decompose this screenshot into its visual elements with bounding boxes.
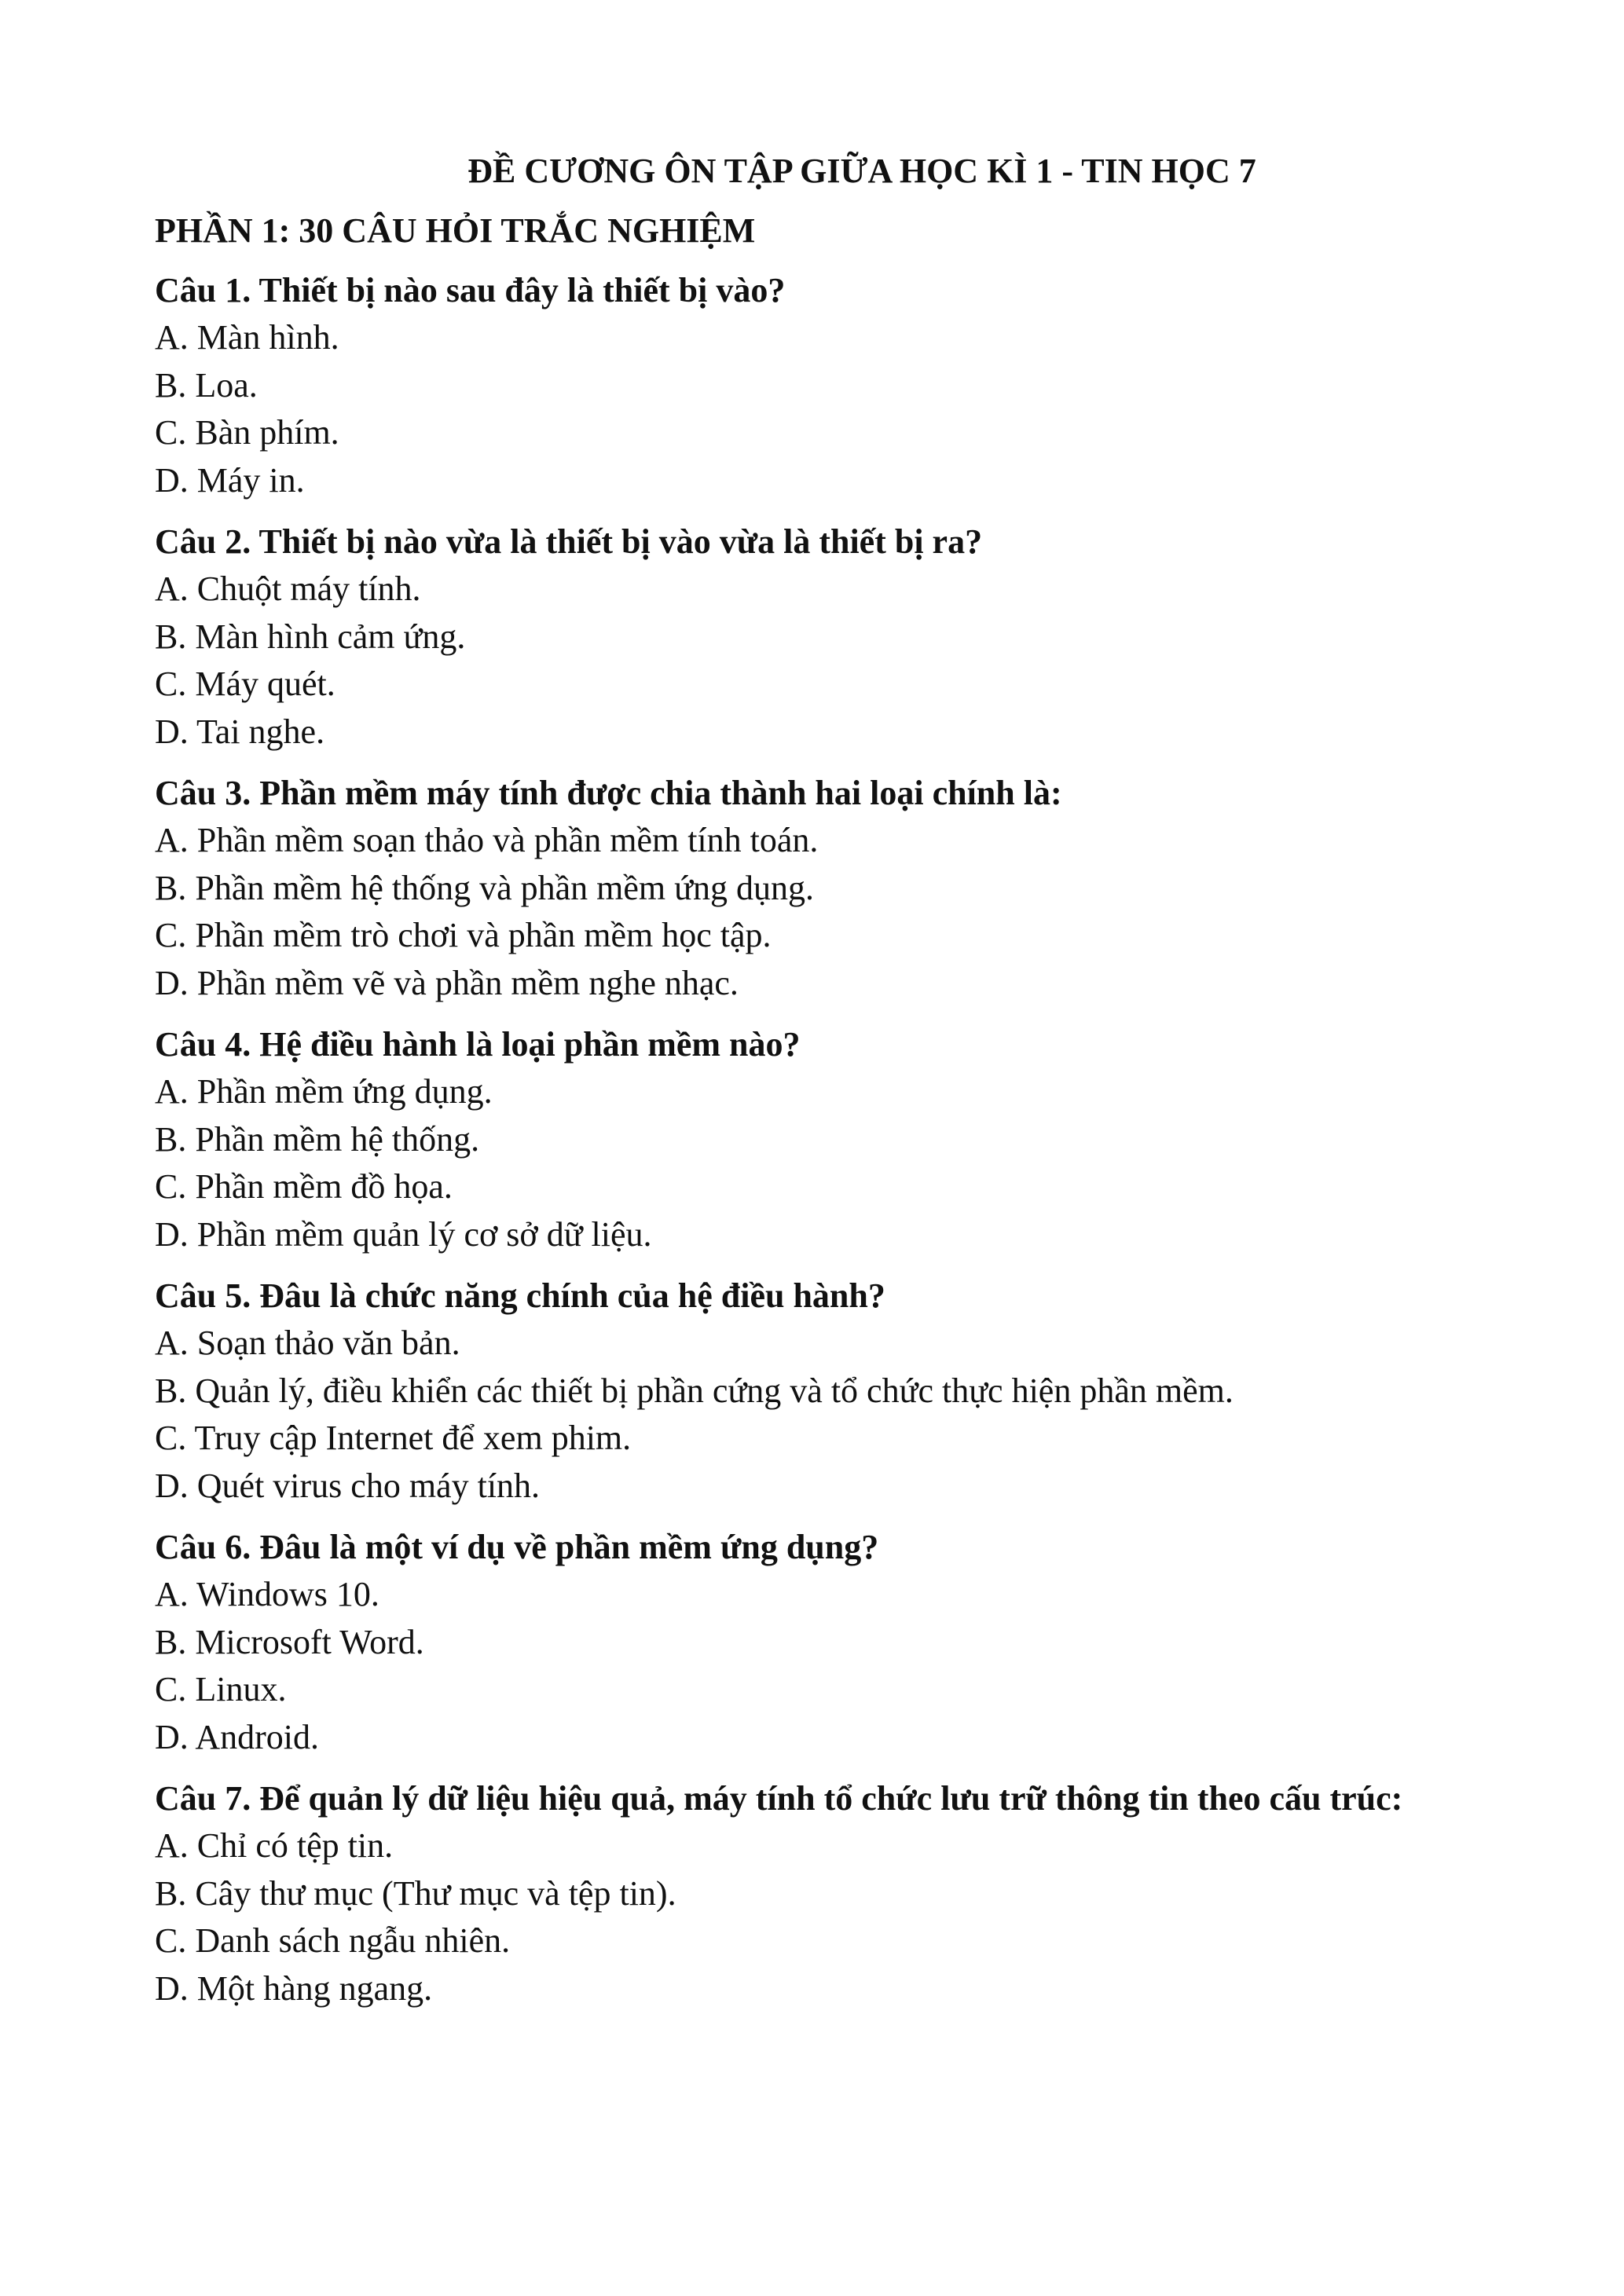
answer-option: C. Máy quét. — [155, 665, 335, 703]
answer-option: D. Một hàng ngang. — [155, 1968, 433, 2008]
question-2 — [155, 518, 1483, 756]
question-stem: Câu 4. Hệ điều hành là loại phần mềm nào? — [155, 1025, 801, 1064]
answer-options — [155, 566, 1483, 756]
question-stem: Câu 5. Đâu là chức năng chính của hệ điều hành? — [155, 1276, 885, 1315]
document-content — [155, 148, 1483, 2027]
question-4 — [155, 1021, 1483, 1258]
answer-options — [155, 1822, 1483, 2012]
question-stem: Câu 2. Thiết bị nào vừa là thiết bị vào vừa là thiết bị ra? — [155, 522, 983, 561]
answer-option: B. Màn hình cảm ứng. — [155, 617, 466, 656]
answer-option: C. Bàn phím. — [155, 413, 339, 452]
answer-option: A. Phần mềm ứng dụng. — [155, 1072, 493, 1111]
question-stem: Câu 7. Để quản lý dữ liệu hiệu quả, máy tính tổ chức lưu trữ thông tin theo cấu trúc: — [155, 1779, 1403, 1818]
answer-option: D. Quét virus cho máy tính. — [155, 1466, 541, 1505]
answer-option: D. Phần mềm quản lý cơ sở dữ liệu. — [155, 1214, 652, 1254]
answer-option: C. Phần mềm đồ họa. — [155, 1167, 453, 1206]
question-stem: Câu 1. Thiết bị nào sau đây là thiết bị vào? — [155, 271, 786, 309]
answer-option: B. Quản lý, điều khiển các thiết bị phần cứng và tổ chức thực hiện phần mềm. — [155, 1371, 1234, 1410]
answer-option: A. Soạn thảo văn bản. — [155, 1324, 460, 1362]
answer-option: B. Phần mềm hệ thống. — [155, 1119, 480, 1159]
answer-option: D. Phần mềm vẽ và phần mềm nghe nhạc. — [155, 963, 739, 1002]
question-stem: Câu 3. Phần mềm máy tính được chia thành hai loại chính là: — [155, 774, 1062, 812]
question-1 — [155, 267, 1483, 504]
answer-option: C. Danh sách ngẫu nhiên. — [155, 1921, 511, 1960]
question-6 — [155, 1524, 1483, 1761]
answer-option: B. Microsoft Word. — [155, 1622, 424, 1661]
document-title: ĐỀ CƯƠNG ÔN TẬP GIỮA HỌC KÌ 1 - TIN HỌC 7 — [467, 152, 1256, 190]
answer-option: A. Windows 10. — [155, 1575, 379, 1613]
answer-option: B. Phần mềm hệ thống và phần mềm ứng dụng. — [155, 868, 814, 907]
question-list — [155, 267, 1483, 2012]
answer-option: D. Android. — [155, 1717, 319, 1756]
answer-options — [155, 1320, 1483, 1510]
answer-option: C. Phần mềm trò chơi và phần mềm học tập. — [155, 916, 772, 954]
answer-option: C. Linux. — [155, 1670, 287, 1708]
answer-option: A. Chỉ có tệp tin. — [155, 1826, 394, 1865]
question-5 — [155, 1273, 1483, 1510]
answer-option: D. Máy in. — [155, 460, 305, 500]
question-3 — [155, 770, 1483, 1007]
answer-option: A. Màn hình. — [155, 318, 339, 357]
answer-option: D. Tai nghe. — [155, 712, 325, 751]
answer-option: B. Loa. — [155, 365, 258, 405]
answer-option: A. Chuột máy tính. — [155, 569, 421, 608]
answer-option: A. Phần mềm soạn thảo và phần mềm tính toán. — [155, 821, 819, 859]
answer-options — [155, 1068, 1483, 1258]
answer-options — [155, 314, 1483, 504]
answer-options — [155, 817, 1483, 1007]
section-title: PHẦN 1: 30 CÂU HỎI TRẮC NGHIỆM — [155, 211, 756, 250]
answer-option: C. Truy cập Internet để xem phim. — [155, 1419, 632, 1457]
question-stem: Câu 6. Đâu là một ví dụ về phần mềm ứng dụng? — [155, 1528, 879, 1566]
question-7 — [155, 1775, 1483, 2012]
answer-options — [155, 1571, 1483, 1761]
answer-option: B. Cây thư mục (Thư mục và tệp tin). — [155, 1873, 676, 1913]
